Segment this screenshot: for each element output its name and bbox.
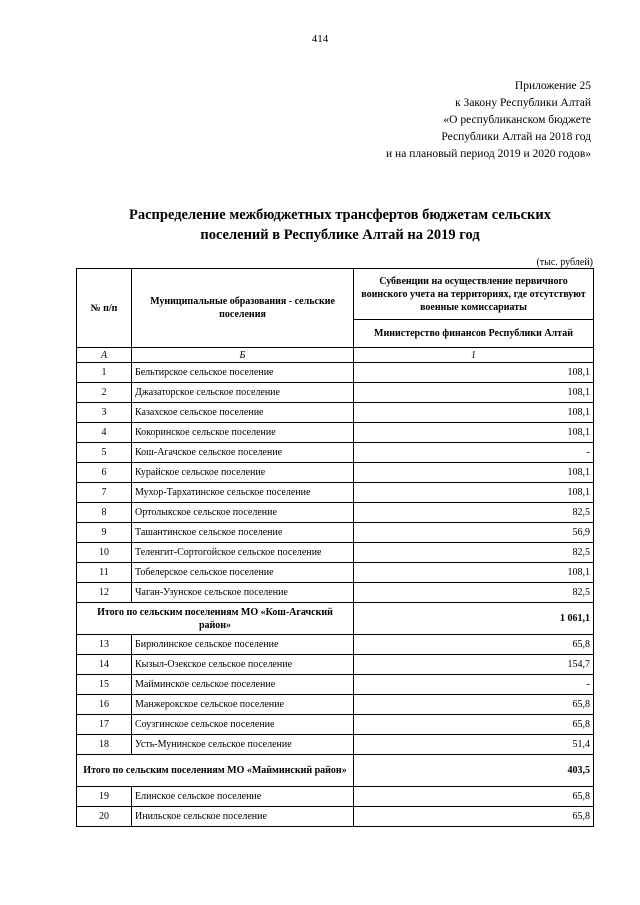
row-value: -	[354, 675, 594, 695]
table-row	[77, 443, 594, 463]
table-row	[77, 787, 594, 807]
row-name: Тобелерское сельское поселение	[132, 563, 354, 583]
row-name: Кош-Агачское сельское поселение	[132, 443, 354, 463]
row-number: 1	[77, 363, 132, 383]
row-name: Майминское сельское поселение	[132, 675, 354, 695]
row-value: 65,8	[354, 635, 594, 655]
row-value: 82,5	[354, 583, 594, 603]
appendix-line: «О республиканском бюджете	[443, 114, 591, 126]
table-row	[77, 583, 594, 603]
row-number: 12	[77, 583, 132, 603]
row-number: 20	[77, 807, 132, 827]
table-row	[77, 483, 594, 503]
appendix-line: и на плановый период 2019 и 2020 годов»	[386, 148, 591, 160]
row-value: -	[354, 443, 594, 463]
row-number: 18	[77, 735, 132, 755]
row-value: 108,1	[354, 403, 594, 423]
row-number: 8	[77, 503, 132, 523]
total-value: 1 061,1	[354, 603, 594, 635]
row-value: 82,5	[354, 503, 594, 523]
row-number: 19	[77, 787, 132, 807]
row-number: 2	[77, 383, 132, 403]
header-num: № п/п	[77, 269, 132, 348]
total-value: 403,5	[354, 755, 594, 787]
letter-a: А	[77, 348, 132, 363]
table-row	[77, 403, 594, 423]
row-value: 154,7	[354, 655, 594, 675]
row-name: Курайское сельское поселение	[132, 463, 354, 483]
appendix-line: Республики Алтай на 2018 год	[441, 131, 591, 143]
row-number: 9	[77, 523, 132, 543]
page-number: 414	[311, 33, 329, 45]
row-value: 108,1	[354, 563, 594, 583]
total-label: Итого по сельским поселениям МО «Майминский район»	[77, 755, 354, 787]
row-number: 7	[77, 483, 132, 503]
title-line-2: поселений в Республике Алтай на 2019 год	[200, 227, 480, 243]
row-value: 65,8	[354, 715, 594, 735]
row-value: 65,8	[354, 807, 594, 827]
title-line-1: Распределение межбюджетных трансфертов бюджетам сельских	[129, 207, 551, 223]
table-row	[77, 655, 594, 675]
row-name: Бельтирское сельское поселение	[132, 363, 354, 383]
row-name: Джазаторское сельское поселение	[132, 383, 354, 403]
appendix-block	[386, 78, 591, 163]
header-row	[77, 269, 594, 320]
row-name: Мухор-Тархатинское сельское поселение	[132, 483, 354, 503]
total-label: Итого по сельским поселениям МО «Кош-Агачский район»	[77, 603, 354, 635]
row-name: Чаган-Узунское сельское поселение	[132, 583, 354, 603]
row-name: Елинское сельское поселение	[132, 787, 354, 807]
row-value: 51,4	[354, 735, 594, 755]
row-number: 17	[77, 715, 132, 735]
table-row	[77, 463, 594, 483]
row-value: 56,9	[354, 523, 594, 543]
table-row	[77, 695, 594, 715]
row-name: Усть-Мунинское сельское поселение	[132, 735, 354, 755]
header-subvention: Субвенции на осуществление первичного воинского учета на территориях, где отсутствуют военные комиссариаты	[354, 269, 594, 320]
table-row	[77, 807, 594, 827]
row-number: 11	[77, 563, 132, 583]
row-number: 5	[77, 443, 132, 463]
table-row	[77, 563, 594, 583]
table-row	[77, 363, 594, 383]
row-name: Ташантинское сельское поселение	[132, 523, 354, 543]
row-number: 6	[77, 463, 132, 483]
row-value: 108,1	[354, 463, 594, 483]
table-row	[77, 543, 594, 563]
total-row-kosh-agach	[77, 603, 594, 635]
row-name: Манжерокское сельское поселение	[132, 695, 354, 715]
table-row	[77, 635, 594, 655]
appendix-line: Приложение 25	[514, 80, 591, 92]
row-name: Ортолыкское сельское поселение	[132, 503, 354, 523]
distribution-table	[76, 268, 594, 827]
row-name: Казахское сельское поселение	[132, 403, 354, 423]
letter-1: 1	[354, 348, 594, 363]
header-ministry: Министерство финансов Республики Алтай	[354, 320, 594, 348]
row-value: 108,1	[354, 363, 594, 383]
table-row	[77, 503, 594, 523]
row-number: 10	[77, 543, 132, 563]
row-name: Инильское сельское поселение	[132, 807, 354, 827]
row-number: 15	[77, 675, 132, 695]
column-letters-row	[77, 348, 594, 363]
row-number: 3	[77, 403, 132, 423]
row-value: 108,1	[354, 423, 594, 443]
table-row	[77, 423, 594, 443]
row-value: 65,8	[354, 695, 594, 715]
row-number: 13	[77, 635, 132, 655]
table-row	[77, 523, 594, 543]
row-name: Кокоринское сельское поселение	[132, 423, 354, 443]
row-number: 4	[77, 423, 132, 443]
row-value: 108,1	[354, 383, 594, 403]
row-value: 82,5	[354, 543, 594, 563]
header-name: Муниципальные образования - сельские поселения	[132, 269, 354, 348]
row-value: 108,1	[354, 483, 594, 503]
total-row-mayma	[77, 755, 594, 787]
table-row	[77, 735, 594, 755]
row-name: Кызыл-Озекское сельское поселение	[132, 655, 354, 675]
row-number: 16	[77, 695, 132, 715]
units-label: (тыс. рублей)	[536, 257, 593, 268]
row-value: 65,8	[354, 787, 594, 807]
appendix-line: к Закону Республики Алтай	[455, 97, 591, 109]
document-title	[60, 205, 620, 245]
table-row	[77, 675, 594, 695]
row-name: Теленгит-Сортогойское сельское поселение	[132, 543, 354, 563]
table-row	[77, 715, 594, 735]
row-number: 14	[77, 655, 132, 675]
table-row	[77, 383, 594, 403]
row-name: Соузгинское сельское поселение	[132, 715, 354, 735]
row-name: Бирюлинское сельское поселение	[132, 635, 354, 655]
letter-b: Б	[132, 348, 354, 363]
